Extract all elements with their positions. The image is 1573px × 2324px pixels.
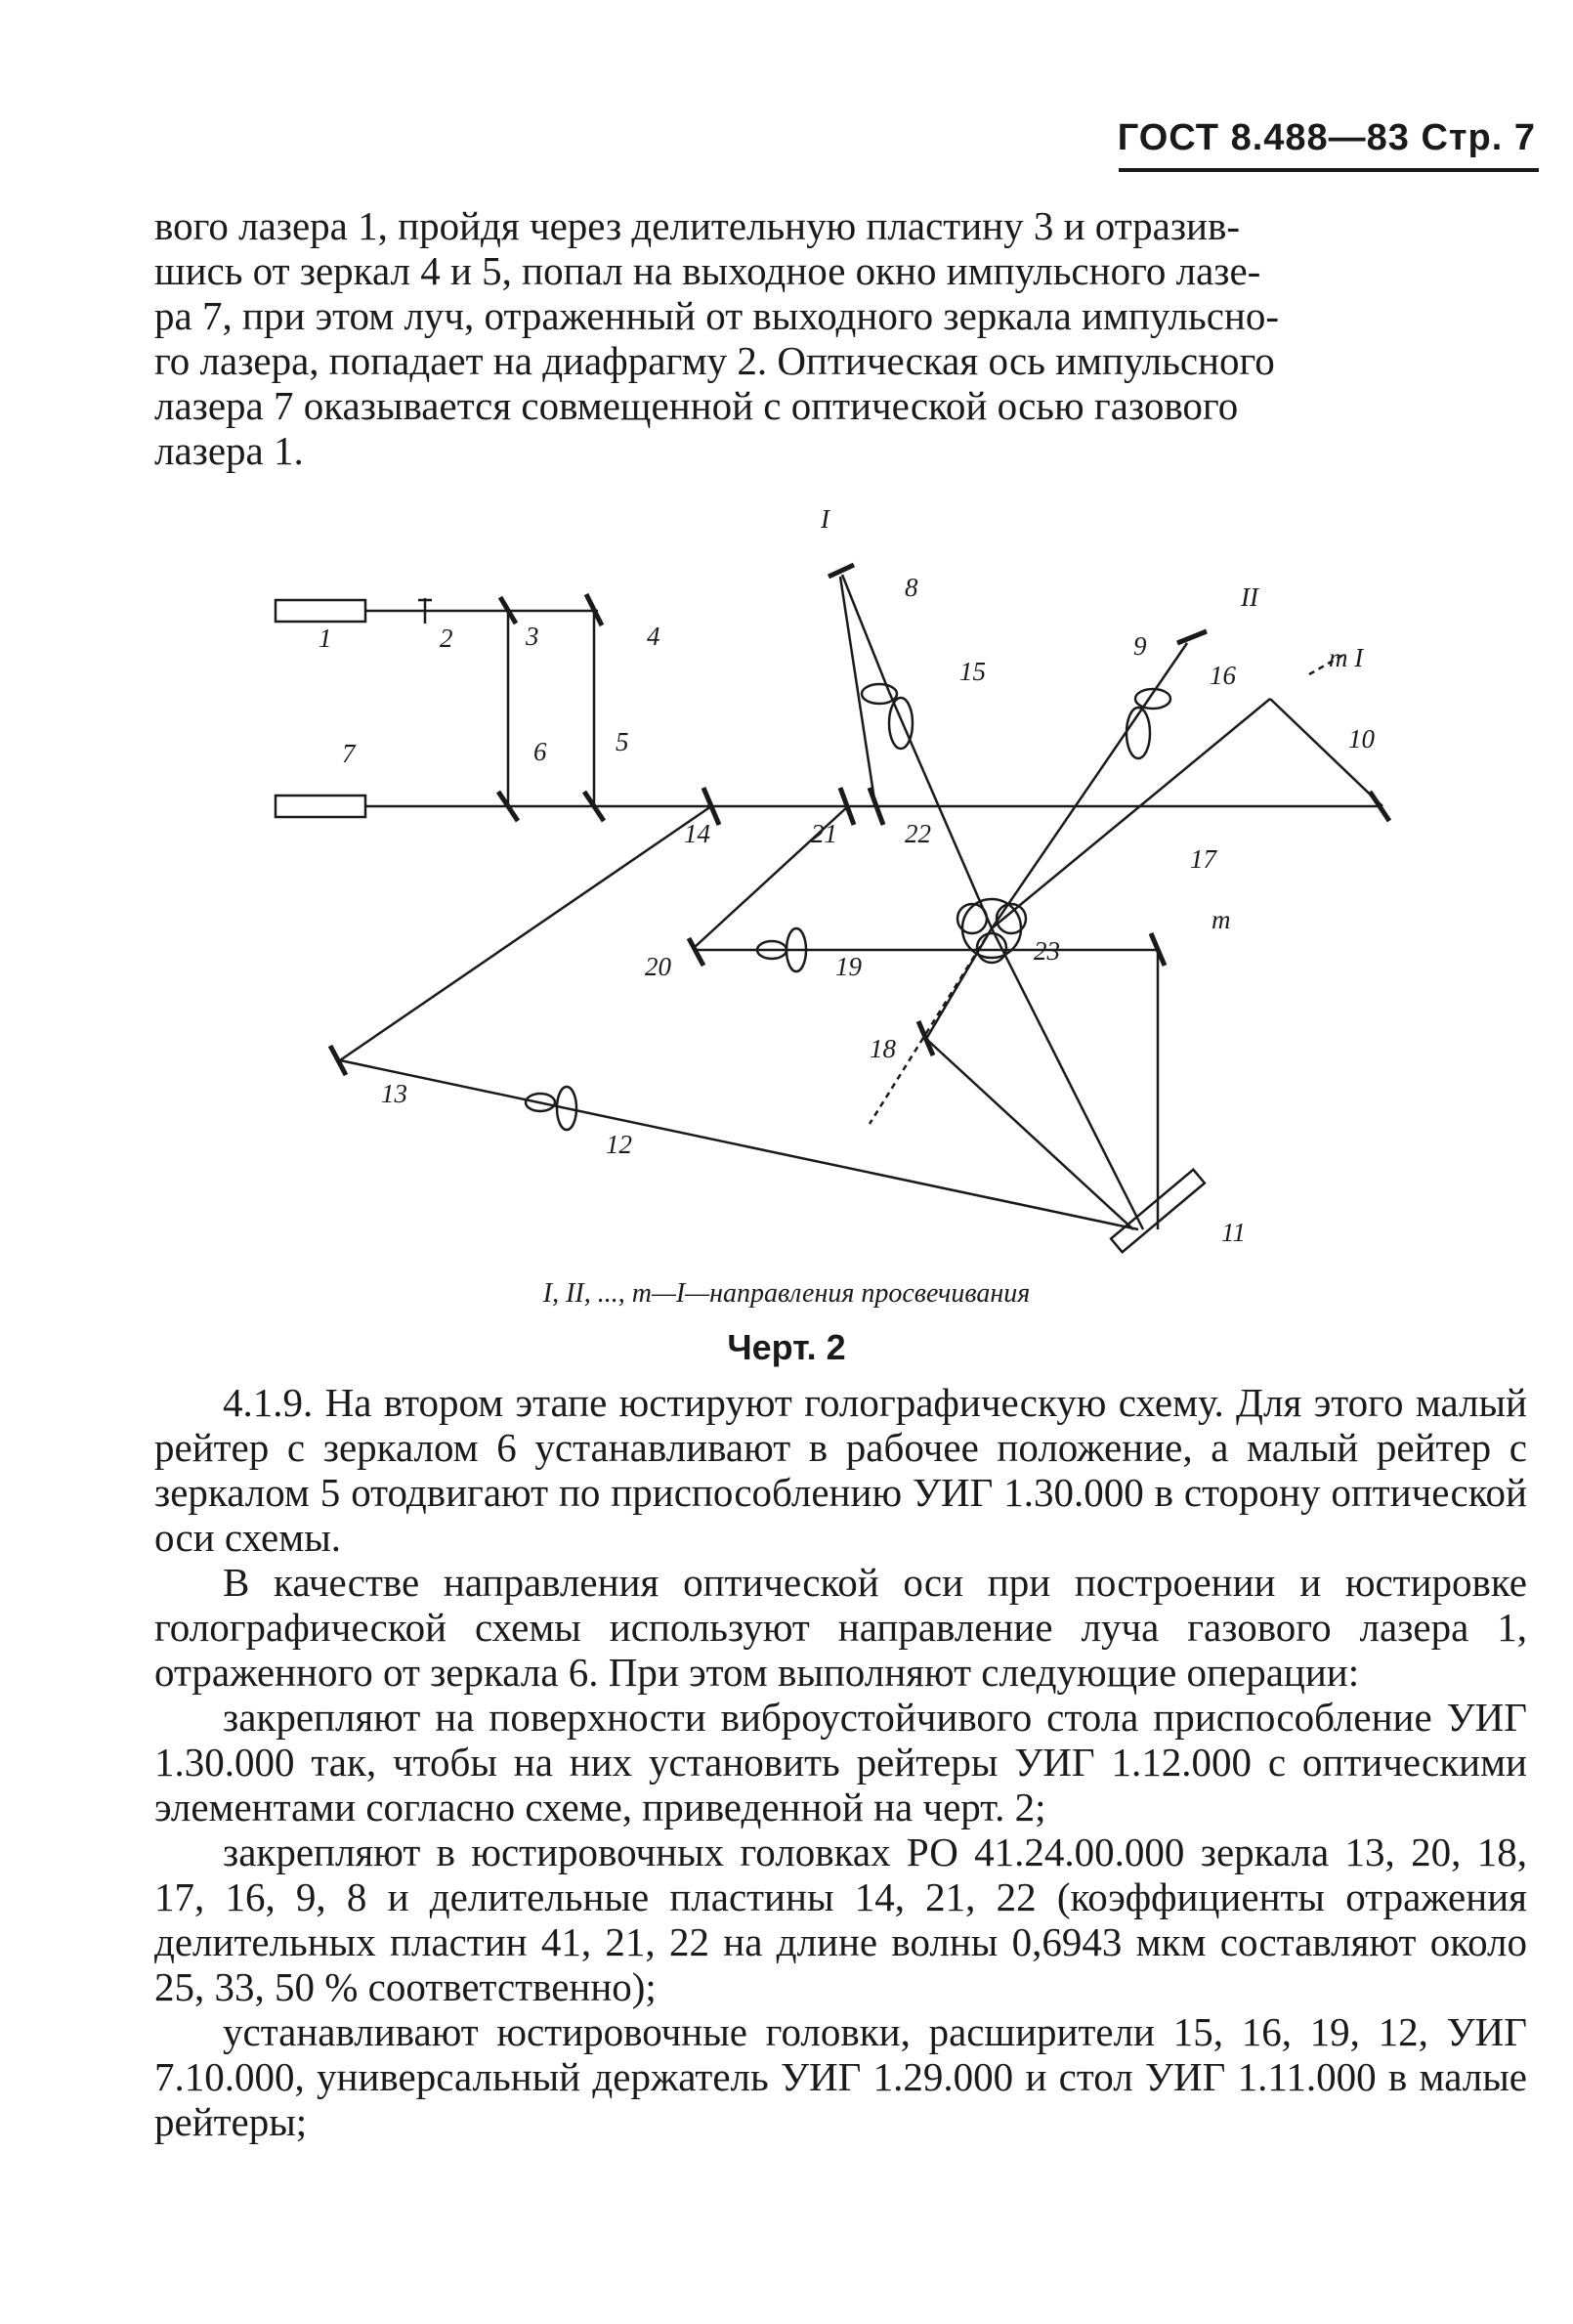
label-15: 15 bbox=[959, 657, 986, 686]
label-17: 17 bbox=[1190, 844, 1216, 874]
label-18: 18 bbox=[870, 1034, 896, 1063]
label-direction-m: m bbox=[1212, 905, 1231, 934]
label-5: 5 bbox=[616, 727, 629, 756]
intro-paragraph bbox=[154, 203, 1527, 473]
label-19: 19 bbox=[835, 952, 862, 981]
paragraph: закрепляют на поверхности виброустойчивого стола приспособление УИГ 1.30.000 так, чтобы на них установить рейтеры УИГ 1.12.000 с оптическими элементами согласно схеме, приведенной на черт. 2; bbox=[154, 1695, 1527, 1829]
optical-scheme-diagram bbox=[244, 498, 1375, 1270]
label-direction-mI: m I bbox=[1329, 643, 1364, 672]
body-text bbox=[154, 1380, 1527, 2144]
intro-line: лазера 1. bbox=[154, 428, 304, 473]
intro-line: шись от зеркал 4 и 5, попал на выходное окно импульсного лазе- bbox=[154, 248, 1261, 293]
figure-title: Черт. 2 bbox=[727, 1327, 846, 1367]
label-12: 12 bbox=[606, 1130, 632, 1159]
figure-caption: I, II, ..., m—I—направления просвечивания bbox=[542, 1278, 1031, 1309]
paragraph: 4.1.9. На втором этапе юстируют голографическую схему. Для этого малый рейтер с зеркалом 6 устанавливают в рабочее положение, а малый рейтер с зеркалом 5 отодвигают по приспособлению УИГ 1.30.000 в сторону оптической оси схемы. bbox=[154, 1380, 1527, 1560]
laser-7 bbox=[276, 796, 365, 817]
label-13: 13 bbox=[381, 1079, 407, 1108]
label-9: 9 bbox=[1133, 631, 1147, 661]
intro-line: лазера 7 оказывается совмещенной с оптической осью газового bbox=[154, 383, 1239, 428]
label-direction-I: I bbox=[821, 504, 829, 534]
paragraph: закрепляют в юстировочных головках РО 41.24.00.000 зеркала 13, 20, 18, 17, 16, 9, 8 и делительные пластины 14, 21, 22 (коэффициенты отражения делительных пластин 41, 21, 22 на длине волны 0,6943 мкм составляют около 25, 33, 50 % соответственно); bbox=[154, 1829, 1527, 2009]
label-2: 2 bbox=[440, 624, 453, 653]
intro-line: вого лазера 1, пройдя через делительную пластину 3 и отразив- bbox=[154, 203, 1241, 248]
label-10: 10 bbox=[1348, 724, 1375, 753]
paragraph: В качестве направления оптической оси при построении и юстировке голографической схемы используют направление луча газового лазера 1, отраженного от зеркала 6. При этом выполняют следующие операции: bbox=[154, 1560, 1527, 1695]
label-23: 23 bbox=[1034, 936, 1060, 966]
label-direction-II: II bbox=[1241, 582, 1258, 612]
label-7: 7 bbox=[342, 739, 356, 768]
laser-1 bbox=[276, 600, 365, 622]
label-14: 14 bbox=[684, 819, 710, 848]
label-8: 8 bbox=[905, 573, 918, 602]
label-20: 20 bbox=[645, 952, 671, 981]
label-21: 21 bbox=[811, 819, 837, 848]
label-3: 3 bbox=[526, 622, 539, 651]
label-1: 1 bbox=[319, 624, 332, 653]
label-16: 16 bbox=[1210, 661, 1236, 690]
paragraph: устанавливают юстировочные головки, расширители 15, 16, 19, 12, УИГ 7.10.000, универсальный держатель УИГ 1.29.000 и стол УИГ 1.11.000 в малые рейтеры; bbox=[154, 2009, 1527, 2144]
label-22: 22 bbox=[905, 819, 931, 848]
label-4: 4 bbox=[647, 622, 660, 651]
page-header: ГОСТ 8.488—83 Стр. 7 bbox=[1117, 117, 1536, 158]
label-11: 11 bbox=[1221, 1218, 1246, 1247]
intro-line: го лазера, попадает на диафрагму 2. Оптическая ось импульсного bbox=[154, 338, 1275, 383]
intro-line: ра 7, при этом луч, отраженный от выходного зеркала импульсно- bbox=[154, 293, 1280, 338]
header-rule bbox=[1119, 168, 1539, 172]
label-6: 6 bbox=[533, 737, 547, 766]
